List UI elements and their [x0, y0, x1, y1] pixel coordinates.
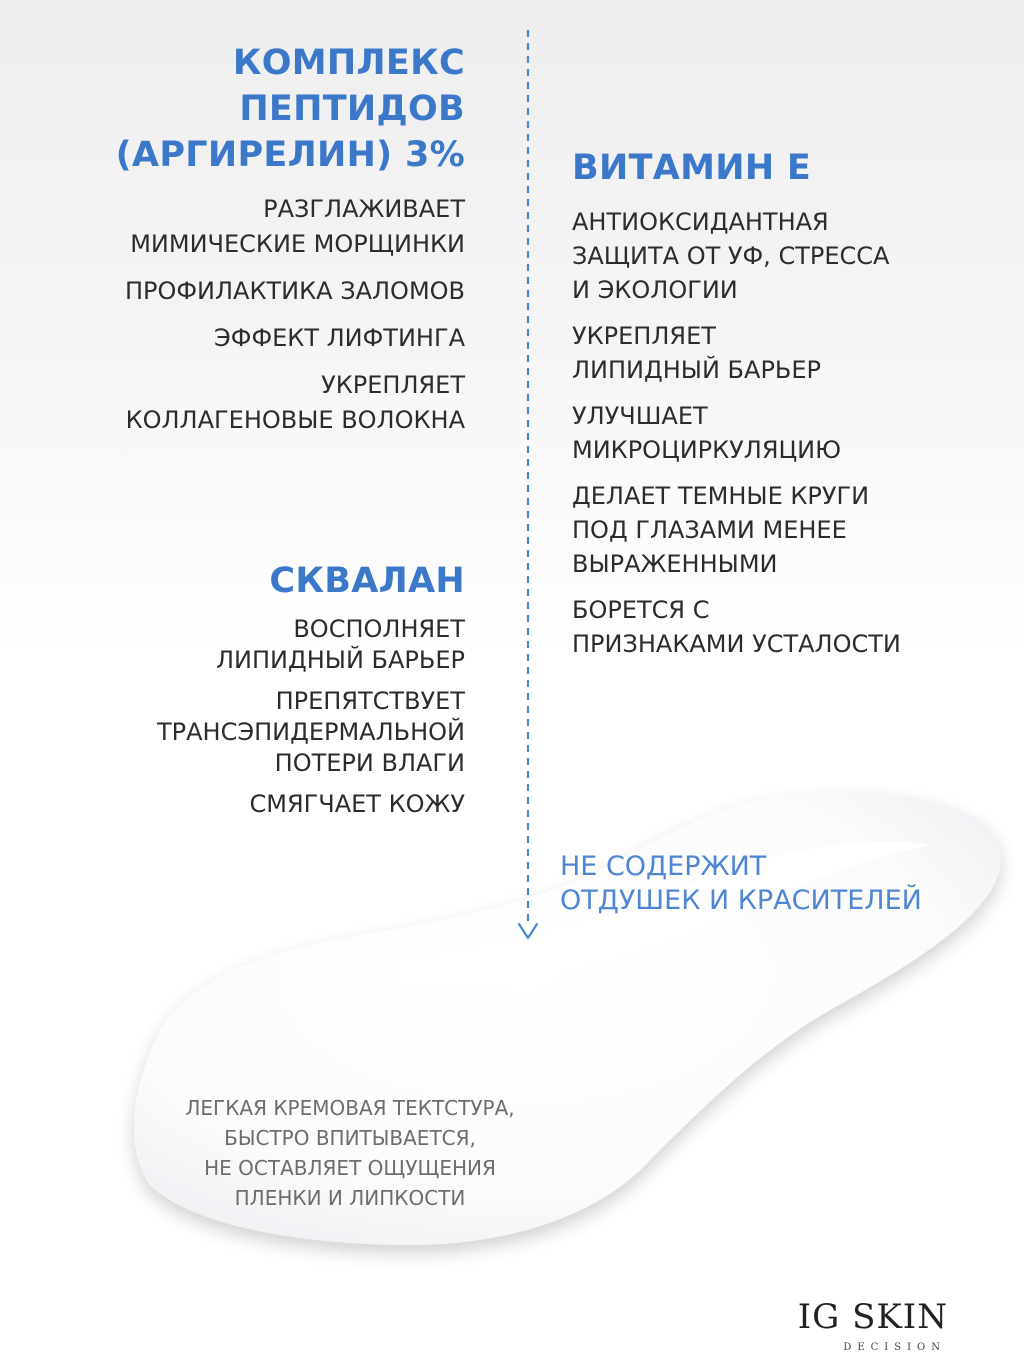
benefit-item: УКРЕПЛЯЕТ ЛИПИДНЫЙ БАРЬЕР [572, 322, 822, 384]
benefit-item: ПРОФИЛАКТИКА ЗАЛОМОВ [124, 277, 465, 305]
peptides-benefits [60, 192, 465, 438]
brand-name: IG SKIN [797, 1297, 948, 1337]
benefit-item: СМЯГЧАЕТ КОЖУ [249, 790, 465, 818]
peptides-heading: КОМПЛЕКС ПЕПТИДОВ (АРГИРЕЛИН) 3% [115, 43, 465, 175]
squalane-heading: СКВАЛАН [269, 561, 465, 601]
benefit-item: УЛУЧШАЕТ МИКРОЦИРКУЛЯЦИЮ [572, 402, 842, 464]
benefit-item: АНТИОКСИДАНТНАЯ ЗАЩИТА ОТ УФ, СТРЕССА И ЭКОЛОГИИ [572, 208, 890, 304]
vitamin-e-benefits [572, 205, 992, 661]
squalane-section [60, 558, 465, 830]
benefit-item: БОРЕТСЯ С ПРИЗНАКАМИ УСТАЛОСТИ [572, 596, 901, 658]
benefit-item: ДЕЛАЕТ ТЕМНЫЕ КРУГИ ПОД ГЛАЗАМИ МЕНЕЕ ВЫРАЖЕННЫМИ [572, 482, 870, 578]
vitamin-e-section [572, 145, 992, 673]
brand-tagline: DECISION [843, 1342, 946, 1353]
peptides-section [60, 40, 465, 450]
benefit-item: ЭФФЕКТ ЛИФТИНГА [214, 324, 465, 352]
free-of-fragrance-note: НЕ СОДЕРЖИТ ОТДУШЕК И КРАСИТЕЛЕЙ [560, 851, 922, 916]
benefit-item: УКРЕПЛЯЕТ КОЛЛАГЕНОВЫЕ ВОЛОКНА [125, 371, 465, 434]
vitamin-e-heading: ВИТАМИН Е [572, 148, 812, 188]
benefit-item: РАЗГЛАЖИВАЕТ МИМИЧЕСКИЕ МОРЩИНКИ [130, 195, 465, 258]
benefit-item: ПРЕПЯТСТВУЕТ ТРАНСЭПИДЕРМАЛЬНОЙ ПОТЕРИ ВЛАГИ [156, 687, 465, 777]
squalane-benefits [60, 614, 465, 820]
benefit-item: ВОСПОЛНЯЕТ ЛИПИДНЫЙ БАРЬЕР [215, 615, 465, 674]
brand-logo [788, 1297, 948, 1353]
texture-description: ЛЕГКАЯ КРЕМОВАЯ ТЕКТСТУРА, БЫСТРО ВПИТЫВАЕТСЯ, НЕ ОСТАВЛЯЕТ ОЩУЩЕНИЯ ПЛЕНКИ И ЛИПКОСТИ [185, 1096, 515, 1210]
